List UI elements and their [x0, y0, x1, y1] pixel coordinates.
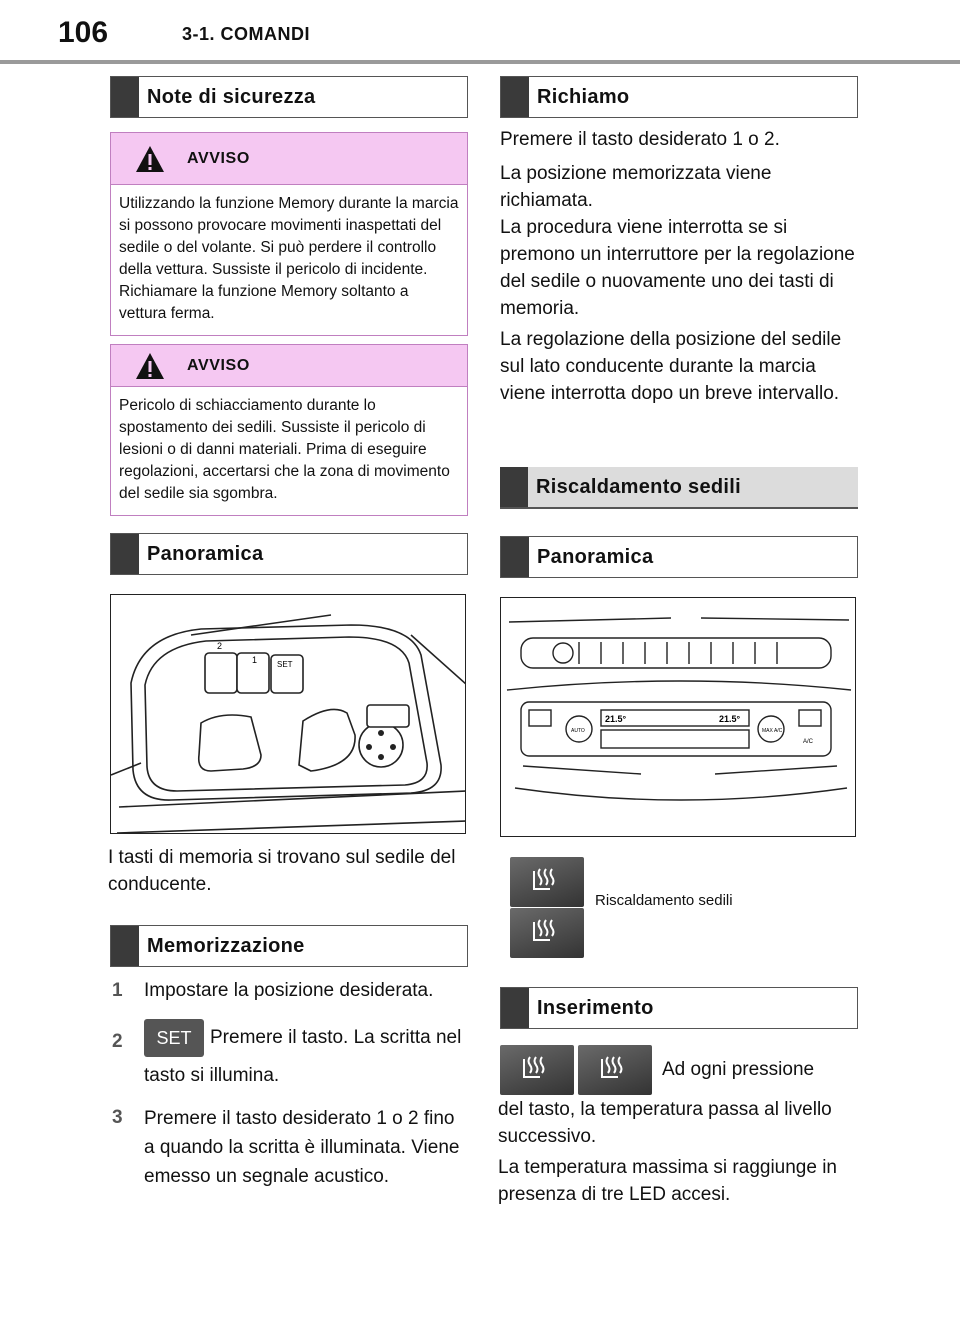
seat-heat-icon: [528, 918, 562, 948]
climate-panel-illustration: [501, 598, 856, 837]
section-store: [110, 925, 468, 967]
ac-label: A/C: [803, 739, 814, 745]
section-title: Richiamo: [537, 85, 630, 108]
figure-label-set: SET: [277, 660, 293, 669]
recall-para-1: Premere il tasto desiderato 1 o 2.: [500, 129, 780, 150]
section-safety-notes: [110, 76, 468, 118]
header-rule: [0, 60, 960, 64]
warning-triangle-icon: [135, 145, 165, 173]
warning-text: Pericolo di schiacciamento durante lo spostamento dei sedili. Sussiste il pericolo di lesioni o di danni materiali. Prima di eseguire regolazioni, accertarsi che la zona di movimento del sedile sia sgombra.: [119, 397, 450, 502]
section-title: Memorizzazione: [147, 934, 305, 957]
figure-label-2: 2: [217, 641, 223, 651]
recall-para-3: La procedura viene interrotta se si premono un interruttore per la regolazione del sedile o nuovamente uno dei tasti di memoria.: [500, 217, 855, 319]
warning-label: AVVISO: [187, 356, 250, 374]
section-title: Inserimento: [537, 996, 654, 1019]
auto-left-label: AUTO: [571, 728, 585, 734]
recall-para-2: La posizione memorizzata viene richiamata.: [500, 163, 772, 211]
warning-box-memory: [110, 132, 468, 336]
overview-text: I tasti di memoria si trovano sul sedile del conducente.: [108, 847, 456, 895]
recall-para-4: La regolazione della posizione del sedile sul lato conducente durante la marcia viene interrotta dopo un breve intervallo.: [500, 329, 842, 404]
section-title: Note di sicurezza: [147, 85, 316, 108]
seat-heating-button-icon-inline: [500, 1045, 574, 1095]
seat-heat-icon: [528, 867, 562, 897]
seat-heating-button-passenger-icon-inline: [578, 1045, 652, 1095]
temp-left-label: 21.5°: [605, 714, 627, 724]
seat-heating-button-passenger-icon: [510, 908, 584, 958]
chapter-title: 3-1. COMANDI: [182, 24, 311, 44]
seat-heat-icon: [518, 1055, 552, 1085]
figure-label-1: 1: [252, 655, 258, 665]
set-button-icon: SET: [144, 1019, 204, 1057]
seat-controls-figure: [110, 594, 466, 834]
seat-heating-button-icon: [510, 857, 584, 907]
warning-triangle-icon: [135, 352, 165, 380]
seat-heating-caption: Riscaldamento sedili: [595, 892, 733, 909]
activation-para-1: del tasto, la temperatura passa al livello successivo.: [498, 1099, 832, 1147]
seat-heat-icon: [596, 1055, 630, 1085]
page-number: 106: [58, 16, 109, 49]
page-header: [0, 0, 960, 64]
temp-right-label: 21.5°: [719, 714, 741, 724]
activation-para-2: La temperatura massima si raggiunge in presenza di tre LED accesi.: [498, 1157, 838, 1205]
section-title: Panoramica: [537, 545, 654, 568]
activation-lead: Ad ogni pressione: [662, 1059, 815, 1080]
warning-box-crushing: [110, 344, 468, 516]
warning-label: AVVISO: [187, 149, 250, 167]
section-title: Riscaldamento sedili: [536, 475, 741, 498]
seat-controls-illustration: [111, 595, 466, 834]
warning-text: Utilizzando la funzione Memory durante la marcia si possono provocare movimenti inaspettati del sedile o del volante. Si può perdere il controllo della vettura. Sussiste il pericolo di incidente. Richiamare la funzione Memory soltanto a vettura ferma.: [119, 195, 459, 322]
section-recall: [500, 76, 858, 118]
section-overview-heating: [500, 536, 858, 578]
climate-panel-figure: [500, 597, 856, 837]
section-overview: [110, 533, 468, 575]
auto-right-label: MAX A/C: [762, 728, 783, 734]
section-seat-heating: [500, 467, 858, 509]
section-activation: [500, 987, 858, 1029]
section-title: Panoramica: [147, 542, 264, 565]
